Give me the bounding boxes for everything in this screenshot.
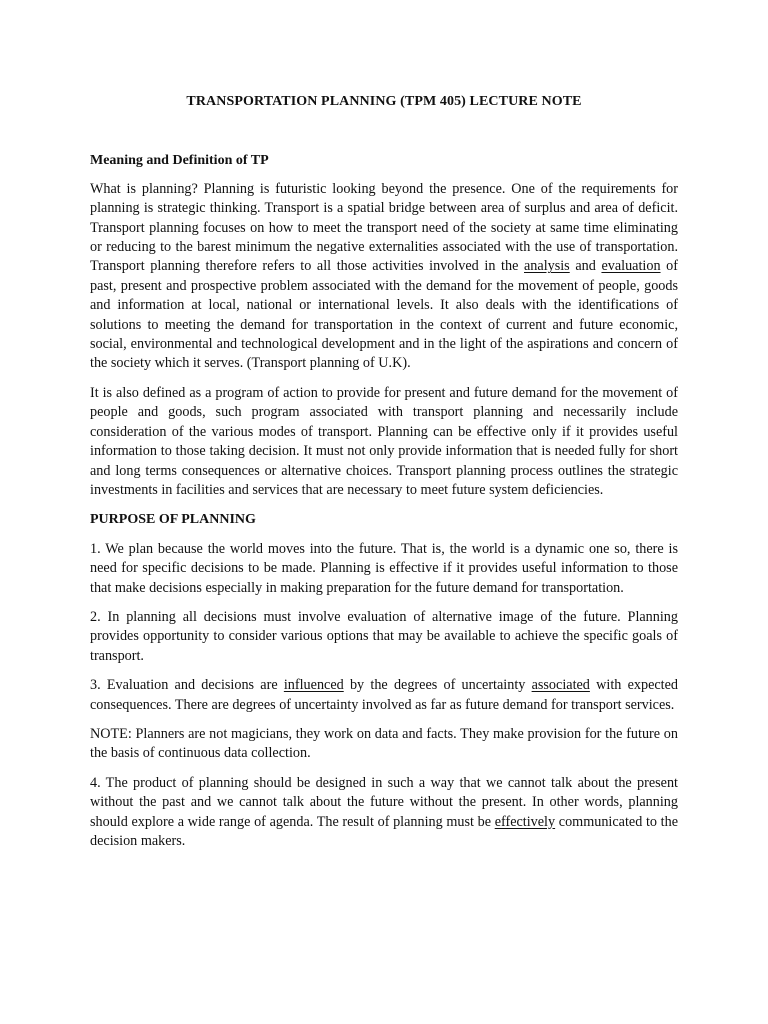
underlined-term-evaluation: evaluation [601, 258, 661, 275]
underlined-term-effectively: effectively [494, 813, 556, 830]
purpose-item-4 [90, 774, 678, 852]
text-run: of past, present and prospective problem associated with the demand for the movement of people, goods and information at local, national or international levels. It also deals with the identifications of solutions to meeting the demand for transportation in the context of current and future economic, social, environmental and technological development and in the light of the aspirations and concern of the society which it serves. (Transport planning of U.K). [90, 258, 678, 372]
note-paragraph: NOTE: Planners are not magicians, they work on data and facts. They make provision for the future on the basis of continuous data collection. [90, 725, 678, 762]
underlined-term-associated: associated [531, 677, 590, 694]
underlined-term-influenced: influenced [283, 677, 344, 694]
section-heading-purpose: PURPOSE OF PLANNING [90, 512, 256, 528]
text-run: 4. The product of planning should be designed in such a way that we cannot talk about the present without the past and we cannot talk about the future without the present. In other words, planning should explore a wide range of agenda. The result of planning must be [90, 774, 678, 830]
purpose-item-3 [90, 676, 678, 715]
underlined-term-analysis: analysis [524, 258, 570, 275]
section-heading-meaning: Meaning and Definition of TP [90, 153, 269, 169]
text-run: with expected consequences. There are degrees of uncertainty involved as far as future demand for transport services. [90, 677, 678, 713]
document-title: TRANSPORTATION PLANNING (TPM 405) LECTURE NOTE [186, 94, 582, 109]
purpose-item-1: 1. We plan because the world moves into the future. That is, the world is a dynamic one so, there is need for specific decisions to be made. Planning is effective if it provides useful information to those that make decisions especially in making preparation for the future demand for transportation. [90, 540, 678, 596]
text-run: and [569, 258, 602, 275]
document-page [90, 92, 678, 861]
text-run: What is planning? Planning is futuristic looking beyond the presence. One of the requirements for planning is strategic thinking. Transport is a spatial bridge between area of surplus and area of deficit. Transport planning focuses on how to meet the transport need of the society at same time eliminating or reducing to the barest minimum the negative externalities associated with the use of transportation. Transport planning therefore refers to all those activities involved in the [90, 180, 678, 275]
purpose-item-2: 2. In planning all decisions must involve evaluation of alternative image of the future. Planning provides opportunity to consider various options that may be available to achieve the specific goals of transport. [90, 608, 678, 664]
text-run: 3. Evaluation and decisions are [90, 677, 284, 694]
text-run: communicated to the decision makers. [90, 813, 678, 849]
paragraph-meaning-1 [90, 180, 678, 374]
paragraph-meaning-2: It is also defined as a program of action to provide for present and future demand for the movement of people and goods, such program associated with transport planning and necessarily include consideration of the various modes of transport. Planning can be effective only if it provides useful information to those taking decision. It must not only provide information that is needed fully for short and long terms consequences or alternative choices. Transport planning process outlines the strategic investments in facilities and services that are necessary to meet future system deficiencies. [90, 384, 678, 498]
text-run: by the degrees of uncertainty [343, 677, 532, 694]
